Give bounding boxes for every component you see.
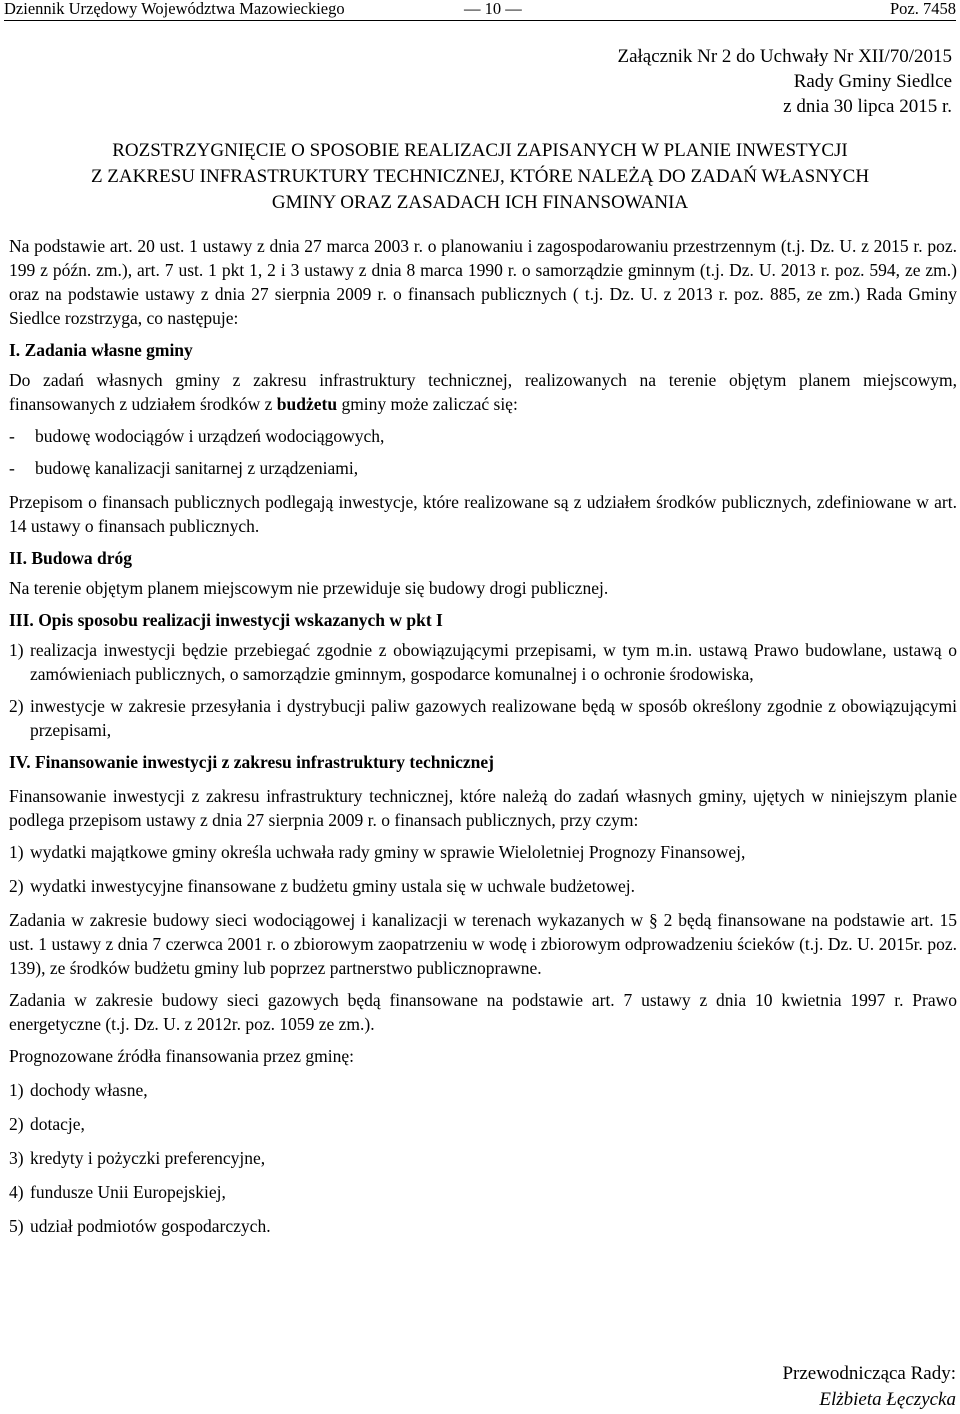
section-4-heading bbox=[9, 750, 957, 774]
section-4-item-2 bbox=[9, 874, 957, 898]
list-item-text: inwestycje w zakresie przesyłania i dystrybucji paliw gazowych realizowane będą w sposób określony zgodnie z obowiązującymi przepisami, bbox=[30, 696, 957, 740]
list-item-text: udział podmiotów gospodarczych. bbox=[30, 1216, 271, 1236]
section-2-number: II. bbox=[9, 548, 27, 568]
document-body bbox=[9, 234, 957, 1238]
section-4-item-1 bbox=[9, 840, 957, 864]
dash-item-text: budowę kanalizacji sanitarnej z urządzeniami, bbox=[35, 458, 359, 478]
dash-item-text: budowę wodociągów i urządzeń wodociągowych, bbox=[35, 426, 385, 446]
list-marker: 5) bbox=[9, 1216, 24, 1236]
dash-marker: - bbox=[9, 426, 15, 446]
section-4-paragraph-2: Zadania w zakresie budowy sieci wodociągowej i kanalizacji w terenach wykazanych w § 2 będą finansowane na podstawie art. 15 ust. 1 ustawy z dnia 7 czerwca 2001 r. o zbiorowym zaopatrzeniu w wodę i zbiorowym odprowadzeniu ścieków (t.j. Dz. U. 2015r. poz. 139), ze środków budżetu gminy lub poprzez partnerstwo publicznoprawne. bbox=[9, 910, 957, 978]
section-2-heading bbox=[9, 546, 957, 570]
list-item-text: dochody własne, bbox=[30, 1080, 148, 1100]
list-item-text: fundusze Unii Europejskiej, bbox=[30, 1182, 226, 1202]
section-2-paragraph: Na terenie objętym planem miejscowym nie przewiduje się budowy drogi publicznej. bbox=[9, 578, 609, 598]
attachment-block bbox=[617, 44, 952, 119]
section-4-paragraph-3: Zadania w zakresie budowy sieci gazowych będą finansowane na podstawie art. 7 ustawy z dnia 10 kwietnia 1997 r. Prawo energetyczne (t.j. Dz. U. z 2012r. poz. 1059 ze zm.). bbox=[9, 990, 957, 1034]
section-3-item-2 bbox=[9, 694, 957, 742]
section-1-paragraph bbox=[9, 368, 957, 416]
section-1-paragraph-2: Przepisom o finansach publicznych podlegają inwestycje, które realizowane są z udziałem środków publicznych, zdefiniowane w art. 14 ustawy o finansach publicznych. bbox=[9, 492, 957, 536]
section-1-heading bbox=[9, 338, 957, 362]
page-number: — 10 — bbox=[464, 0, 522, 18]
list-marker: 4) bbox=[9, 1182, 24, 1202]
source-item-1 bbox=[9, 1078, 957, 1102]
section-1-number: I. bbox=[9, 340, 21, 360]
source-item-3 bbox=[9, 1146, 957, 1170]
section-1-title: Zadania własne gminy bbox=[24, 340, 193, 360]
section-1-bold-word: budżetu bbox=[276, 394, 338, 414]
list-marker: 2) bbox=[9, 1114, 24, 1134]
list-marker: 3) bbox=[9, 1148, 24, 1168]
dash-marker: - bbox=[9, 458, 15, 478]
section-2-title: Budowa dróg bbox=[31, 548, 133, 568]
source-item-5 bbox=[9, 1214, 957, 1238]
position-number: Poz. 7458 bbox=[890, 0, 956, 18]
intro-paragraph: Na podstawie art. 20 ust. 1 ustawy z dnia 27 marca 2003 r. o planowaniu i zagospodarowaniu przestrzennym (t.j. Dz. U. z 2015 r. poz. 199 z późn. zm.), art. 7 ust. 1 pkt 1, 2 i 3 ustawy z dnia 8 marca 1990 r. o samorządzie gminnym (t.j. Dz. U. 2013 r. poz. 594, ze zm.) oraz na podstawie ustawy z dnia 27 sierpnia 2009 r. o finansach publicznych ( t.j. Dz. U. z 2013 r. poz. 885, ze zm.) Rada Gminy Siedlce rozstrzyga, co następuje: bbox=[9, 236, 957, 328]
list-item-text: dotacje, bbox=[30, 1114, 85, 1134]
section-4-title: Finansowanie inwestycji z zakresu infrastruktury technicznej bbox=[34, 752, 494, 772]
list-marker: 1) bbox=[9, 640, 24, 660]
list-marker: 1) bbox=[9, 1080, 24, 1100]
signature-block bbox=[782, 1361, 956, 1413]
attachment-line-1: Załącznik Nr 2 do Uchwały Nr XII/70/2015 bbox=[617, 46, 952, 67]
source-item-2 bbox=[9, 1112, 957, 1136]
signature-role: Przewodnicząca Rady: bbox=[782, 1363, 956, 1384]
section-4-number: IV. bbox=[9, 752, 31, 772]
section-1-paragraph-text: Do zadań własnych gminy z zakresu infrastruktury technicznej, realizowanych na terenie objętym planem miejscowym, finansowanych z udziałem środków z bbox=[9, 370, 957, 414]
list-item-text: realizacja inwestycji będzie przebiegać zgodnie z obowiązującymi przepisami, w tym m.in. ustawą Prawo budowlane, ustawą o zamówieniach publicznych, o samorządzie gminnym, gospodarce komunalnej i o ochronie środowiska, bbox=[30, 640, 957, 684]
list-marker: 2) bbox=[9, 696, 24, 716]
attachment-line-3: z dnia 30 lipca 2015 r. bbox=[783, 96, 952, 117]
title-line-3: GMINY ORAZ ZASADACH ICH FINANSOWANIA bbox=[271, 192, 689, 213]
dash-item-1 bbox=[9, 424, 957, 448]
section-3-number: III. bbox=[9, 610, 34, 630]
section-3-heading bbox=[9, 608, 957, 632]
document-title bbox=[0, 138, 960, 216]
dash-item-2 bbox=[9, 456, 957, 480]
page-header bbox=[4, 0, 956, 18]
list-marker: 1) bbox=[9, 842, 24, 862]
title-line-2: Z ZAKRESU INFRASTRUKTURY TECHNICZNEJ, KTÓRE NALEŻĄ DO ZADAŃ WŁASNYCH bbox=[90, 166, 870, 187]
section-4-paragraph-1: Finansowanie inwestycji z zakresu infrastruktury technicznej, które należą do zadań własnych gminy, ujętych w niniejszym planie podlega przepisom ustawy z dnia 27 sierpnia 2009 r. o finansach publicznych, przy czym: bbox=[9, 786, 957, 830]
list-marker: 2) bbox=[9, 876, 24, 896]
signature-name: Elżbieta Łęczycka bbox=[819, 1389, 956, 1410]
source-item-4 bbox=[9, 1180, 957, 1204]
section-3-title: Opis sposobu realizacji inwestycji wskazanych w pkt I bbox=[38, 610, 443, 630]
list-item-text: kredyty i pożyczki preferencyjne, bbox=[30, 1148, 266, 1168]
title-line-1: ROZSTRZYGNIĘCIE O SPOSOBIE REALIZACJI ZAPISANYCH W PLANIE INWESTYCJI bbox=[112, 140, 848, 161]
header-divider bbox=[4, 20, 956, 21]
attachment-line-2: Rady Gminy Siedlce bbox=[793, 71, 952, 92]
section-3-item-1 bbox=[9, 638, 957, 686]
list-item-text: wydatki majątkowe gminy określa uchwała rady gminy w sprawie Wieloletniej Prognozy Finansowej, bbox=[30, 842, 746, 862]
section-4-paragraph-4: Prognozowane źródła finansowania przez gminę: bbox=[9, 1046, 355, 1066]
section-1-paragraph-end: gminy może zaliczać się: bbox=[341, 394, 518, 414]
list-item-text: wydatki inwestycyjne finansowane z budżetu gminy ustala się w uchwale budżetowej. bbox=[30, 876, 636, 896]
journal-name: Dziennik Urzędowy Województwa Mazowieckiego bbox=[4, 0, 345, 18]
